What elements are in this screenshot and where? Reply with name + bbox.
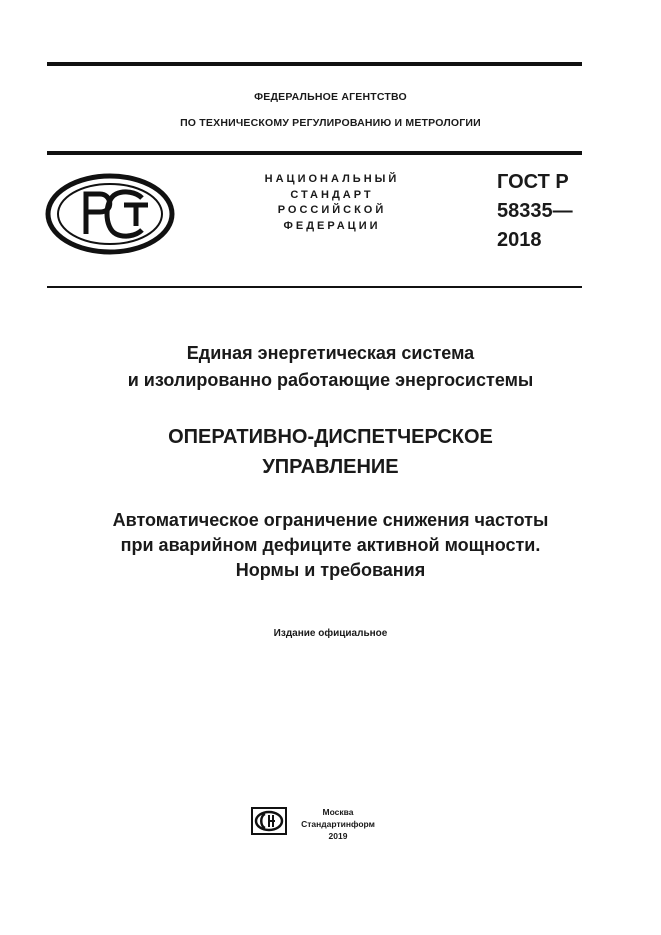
edition-label: Издание официальное [273, 628, 388, 639]
standard-designation [497, 168, 573, 255]
header-bottom-rule [47, 286, 582, 288]
main-title-line-1: ОПЕРАТИВНО-ДИСПЕТЧЕРСКОЕ [168, 426, 493, 448]
gost-r-certification-mark-icon [44, 172, 176, 261]
designation-line-1: ГОСТ Р [497, 171, 569, 193]
sub-title [0, 508, 661, 583]
standard-type [232, 172, 432, 234]
main-title-line-2: УПРАВЛЕНИЕ [262, 456, 399, 478]
publisher-name: Стандартинформ [301, 819, 375, 829]
sub-title-line-3: Нормы и требования [235, 560, 426, 580]
standard-type-line-3: РОССИЙСКОЙ [277, 204, 387, 216]
designation-line-2: 58335— [497, 200, 573, 222]
main-title [0, 422, 661, 482]
header-rule [47, 151, 582, 155]
general-title-line-2: и изолированно работающие энергосистемы [127, 370, 534, 390]
publisher-city: Москва [322, 807, 354, 817]
standartinform-logo-icon [251, 807, 287, 840]
standard-type-line-1: НАЦИОНАЛЬНЫЙ [264, 173, 400, 185]
general-title-line-1: Единая энергетическая система [186, 343, 475, 363]
publisher-info [296, 806, 380, 842]
standard-type-line-4: ФЕДЕРАЦИИ [283, 219, 381, 232]
general-title [0, 340, 661, 394]
agency-line-1: ФЕДЕРАЛЬНОЕ АГЕНТСТВО [254, 91, 407, 103]
agency-line-2: ПО ТЕХНИЧЕСКОМУ РЕГУЛИРОВАНИЮ И МЕТРОЛОГИИ [180, 117, 481, 129]
designation-line-3: 2018 [497, 229, 542, 251]
top-rule [47, 62, 582, 66]
sub-title-line-1: Автоматическое ограничение снижения частоты [112, 510, 549, 530]
standard-type-line-2: СТАНДАРТ [290, 188, 374, 201]
sub-title-line-2: при аварийном дефиците активной мощности. [120, 535, 541, 555]
publisher-year: 2019 [328, 831, 348, 841]
